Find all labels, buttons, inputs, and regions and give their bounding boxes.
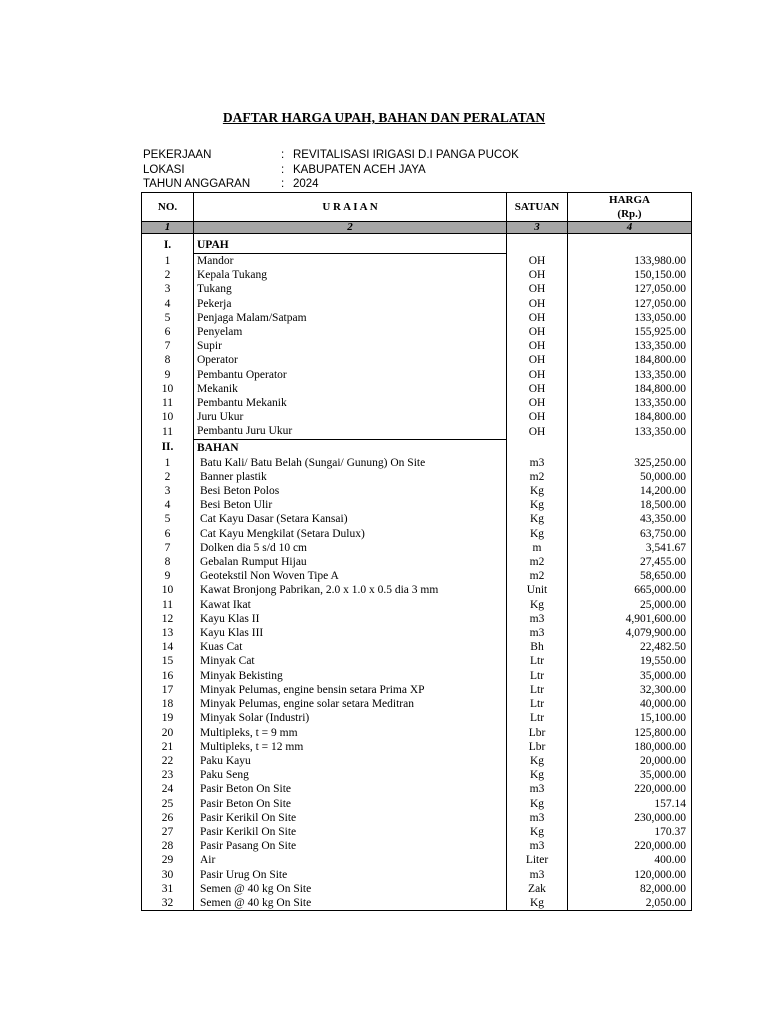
item-description: Tukang bbox=[194, 282, 507, 296]
table-row bbox=[142, 484, 692, 498]
item-unit: OH bbox=[507, 424, 568, 439]
item-number: 3 bbox=[142, 282, 194, 296]
table-row bbox=[142, 583, 692, 597]
item-price: 184,800.00 bbox=[568, 382, 692, 396]
item-unit: Kg bbox=[507, 768, 568, 782]
item-price: 230,000.00 bbox=[568, 811, 692, 825]
item-price: 15,100.00 bbox=[568, 711, 692, 725]
item-price: 25,000.00 bbox=[568, 598, 692, 612]
item-price: 133,350.00 bbox=[568, 424, 692, 439]
item-description: Minyak Pelumas, engine bensin setara Prima XP bbox=[194, 683, 507, 697]
item-unit: Bh bbox=[507, 640, 568, 654]
table-row bbox=[142, 527, 692, 541]
item-price: 325,250.00 bbox=[568, 456, 692, 470]
item-number: 11 bbox=[142, 396, 194, 410]
item-unit: m3 bbox=[507, 868, 568, 882]
item-number: 27 bbox=[142, 825, 194, 839]
meta-separator: : bbox=[281, 149, 285, 161]
meta-separator: : bbox=[281, 178, 285, 190]
item-price: 170.37 bbox=[568, 825, 692, 839]
item-unit: Ltr bbox=[507, 654, 568, 668]
header-no: NO. bbox=[142, 193, 194, 222]
item-price: 40,000.00 bbox=[568, 697, 692, 711]
item-description: Semen @ 40 kg On Site bbox=[194, 882, 507, 896]
table-row bbox=[142, 726, 692, 740]
item-number: 30 bbox=[142, 868, 194, 882]
item-unit: Kg bbox=[507, 896, 568, 911]
table-row bbox=[142, 882, 692, 896]
item-description: Kawat Ikat bbox=[194, 598, 507, 612]
item-number: 11 bbox=[142, 598, 194, 612]
table-row bbox=[142, 569, 692, 583]
item-price: 184,800.00 bbox=[568, 353, 692, 367]
item-price: 4,901,600.00 bbox=[568, 612, 692, 626]
item-description: Pembantu Juru Ukur bbox=[194, 424, 507, 439]
item-price: 120,000.00 bbox=[568, 868, 692, 882]
item-unit: m3 bbox=[507, 782, 568, 796]
item-description: Cat Kayu Dasar (Setara Kansai) bbox=[194, 512, 507, 526]
item-description: Pasir Beton On Site bbox=[194, 782, 507, 796]
item-price: 35,000.00 bbox=[568, 768, 692, 782]
item-unit: OH bbox=[507, 339, 568, 353]
item-description: Minyak Solar (Industri) bbox=[194, 711, 507, 725]
table-row bbox=[142, 470, 692, 484]
item-number: 17 bbox=[142, 683, 194, 697]
item-description: Mandor bbox=[194, 254, 507, 269]
table-row bbox=[142, 740, 692, 754]
item-description: Pasir Urug On Site bbox=[194, 868, 507, 882]
meta-label: LOKASI bbox=[143, 163, 185, 176]
item-price: 22,482.50 bbox=[568, 640, 692, 654]
item-number: 20 bbox=[142, 726, 194, 740]
item-description: Operator bbox=[194, 353, 507, 367]
meta-value: KABUPATEN ACEH JAYA bbox=[293, 163, 426, 176]
table-row bbox=[142, 825, 692, 839]
item-description: Gebalan Rumput Hijau bbox=[194, 555, 507, 569]
item-description: Cat Kayu Mengkilat (Setara Dulux) bbox=[194, 527, 507, 541]
section-name: BAHAN bbox=[194, 439, 507, 456]
item-description: Semen @ 40 kg On Site bbox=[194, 896, 507, 911]
meta-label: PEKERJAAN bbox=[143, 149, 212, 161]
item-unit: OH bbox=[507, 254, 568, 269]
table-row bbox=[142, 669, 692, 683]
item-unit: Kg bbox=[507, 598, 568, 612]
header-uraian: U R A I A N bbox=[194, 193, 507, 222]
item-unit: Kg bbox=[507, 797, 568, 811]
item-price: 2,050.00 bbox=[568, 896, 692, 911]
item-number: 7 bbox=[142, 339, 194, 353]
item-unit: OH bbox=[507, 353, 568, 367]
item-price: 18,500.00 bbox=[568, 498, 692, 512]
item-price: 27,455.00 bbox=[568, 555, 692, 569]
header-harga-unit: (Rp.) bbox=[617, 208, 642, 220]
section-satuan bbox=[507, 237, 568, 254]
item-number: 22 bbox=[142, 754, 194, 768]
item-number: 31 bbox=[142, 882, 194, 896]
column-number: 2 bbox=[194, 222, 507, 234]
item-unit: OH bbox=[507, 268, 568, 282]
item-unit: m3 bbox=[507, 626, 568, 640]
item-price: 3,541.67 bbox=[568, 541, 692, 555]
item-description: Mekanik bbox=[194, 382, 507, 396]
item-number: 23 bbox=[142, 768, 194, 782]
item-unit: Lbr bbox=[507, 740, 568, 754]
column-number: 3 bbox=[507, 222, 568, 234]
item-unit: OH bbox=[507, 311, 568, 325]
item-price: 180,000.00 bbox=[568, 740, 692, 754]
table-row bbox=[142, 368, 692, 382]
table-row bbox=[142, 396, 692, 410]
table-row bbox=[142, 456, 692, 470]
table-row bbox=[142, 782, 692, 796]
item-number: 7 bbox=[142, 541, 194, 555]
item-unit: m2 bbox=[507, 569, 568, 583]
item-description: Kayu Klas III bbox=[194, 626, 507, 640]
meta-row-lokasi bbox=[143, 163, 519, 178]
item-price: 82,000.00 bbox=[568, 882, 692, 896]
item-number: 12 bbox=[142, 612, 194, 626]
item-number: 25 bbox=[142, 797, 194, 811]
item-description: Besi Beton Polos bbox=[194, 484, 507, 498]
item-unit: OH bbox=[507, 368, 568, 382]
table-row bbox=[142, 654, 692, 668]
item-number: 3 bbox=[142, 484, 194, 498]
item-price: 155,925.00 bbox=[568, 325, 692, 339]
table-row bbox=[142, 754, 692, 768]
table-row bbox=[142, 598, 692, 612]
meta-value: REVITALISASI IRIGASI D.I PANGA PUCOK bbox=[293, 149, 519, 161]
table-row bbox=[142, 424, 692, 439]
table-row bbox=[142, 853, 692, 867]
item-number: 6 bbox=[142, 527, 194, 541]
item-unit: Ltr bbox=[507, 711, 568, 725]
item-price: 400.00 bbox=[568, 853, 692, 867]
item-price: 133,350.00 bbox=[568, 368, 692, 382]
item-number: 18 bbox=[142, 697, 194, 711]
item-unit: Ltr bbox=[507, 683, 568, 697]
item-description: Batu Kali/ Batu Belah (Sungai/ Gunung) On Site bbox=[194, 456, 507, 470]
item-price: 19,550.00 bbox=[568, 654, 692, 668]
item-price: 32,300.00 bbox=[568, 683, 692, 697]
section-name: UPAH bbox=[194, 237, 507, 254]
item-price: 127,050.00 bbox=[568, 282, 692, 296]
item-price: 14,200.00 bbox=[568, 484, 692, 498]
item-number: 10 bbox=[142, 382, 194, 396]
item-number: 11 bbox=[142, 424, 194, 439]
table-row bbox=[142, 683, 692, 697]
item-unit: Kg bbox=[507, 825, 568, 839]
item-description: Kayu Klas II bbox=[194, 612, 507, 626]
table-body bbox=[142, 237, 692, 911]
item-description: Penyelam bbox=[194, 325, 507, 339]
item-price: 133,980.00 bbox=[568, 254, 692, 269]
item-price: 150,150.00 bbox=[568, 268, 692, 282]
item-description: Banner plastik bbox=[194, 470, 507, 484]
item-number: 16 bbox=[142, 669, 194, 683]
item-price: 220,000.00 bbox=[568, 782, 692, 796]
item-description: Minyak Bekisting bbox=[194, 669, 507, 683]
item-price: 157.14 bbox=[568, 797, 692, 811]
item-description: Paku Kayu bbox=[194, 754, 507, 768]
item-number: 9 bbox=[142, 569, 194, 583]
table-row bbox=[142, 896, 692, 911]
item-number: 2 bbox=[142, 470, 194, 484]
item-price: 184,800.00 bbox=[568, 410, 692, 424]
item-price: 4,079,900.00 bbox=[568, 626, 692, 640]
item-number: 32 bbox=[142, 896, 194, 911]
item-description: Pembantu Mekanik bbox=[194, 396, 507, 410]
item-description: Multipleks, t = 9 mm bbox=[194, 726, 507, 740]
item-description: Kawat Bronjong Pabrikan, 2.0 x 1.0 x 0.5 dia 3 mm bbox=[194, 583, 507, 597]
item-number: 4 bbox=[142, 498, 194, 512]
table-row bbox=[142, 797, 692, 811]
section-harga bbox=[568, 237, 692, 254]
section-satuan bbox=[507, 439, 568, 456]
item-description: Paku Seng bbox=[194, 768, 507, 782]
table-row bbox=[142, 555, 692, 569]
item-description: Air bbox=[194, 853, 507, 867]
item-unit: m3 bbox=[507, 811, 568, 825]
item-number: 10 bbox=[142, 410, 194, 424]
item-number: 6 bbox=[142, 325, 194, 339]
item-price: 35,000.00 bbox=[568, 669, 692, 683]
table-row bbox=[142, 311, 692, 325]
section-header bbox=[142, 439, 692, 456]
section-number: I. bbox=[142, 237, 194, 254]
item-unit: Unit bbox=[507, 583, 568, 597]
meta-row-tahun bbox=[143, 177, 519, 192]
item-price: 133,350.00 bbox=[568, 339, 692, 353]
item-unit: Kg bbox=[507, 484, 568, 498]
item-unit: m bbox=[507, 541, 568, 555]
table-row bbox=[142, 498, 692, 512]
item-description: Minyak Pelumas, engine solar setara Meditran bbox=[194, 697, 507, 711]
section-header bbox=[142, 237, 692, 254]
table-row bbox=[142, 297, 692, 311]
item-number: 1 bbox=[142, 254, 194, 269]
item-unit: OH bbox=[507, 410, 568, 424]
table-row bbox=[142, 811, 692, 825]
item-unit: OH bbox=[507, 325, 568, 339]
item-number: 1 bbox=[142, 456, 194, 470]
item-unit: Kg bbox=[507, 512, 568, 526]
table-row bbox=[142, 626, 692, 640]
item-description: Penjaga Malam/Satpam bbox=[194, 311, 507, 325]
header-harga-label: HARGA bbox=[609, 194, 650, 206]
table-row bbox=[142, 382, 692, 396]
item-number: 8 bbox=[142, 555, 194, 569]
item-description: Pasir Pasang On Site bbox=[194, 839, 507, 853]
item-unit: OH bbox=[507, 382, 568, 396]
item-unit: m2 bbox=[507, 470, 568, 484]
item-description: Pembantu Operator bbox=[194, 368, 507, 382]
meta-separator: : bbox=[281, 163, 285, 176]
meta-value: 2024 bbox=[293, 178, 319, 190]
column-number-row bbox=[142, 222, 692, 234]
table-row bbox=[142, 254, 692, 269]
item-price: 63,750.00 bbox=[568, 527, 692, 541]
meta-label: TAHUN ANGGARAN bbox=[143, 178, 251, 190]
item-number: 2 bbox=[142, 268, 194, 282]
item-number: 5 bbox=[142, 311, 194, 325]
item-number: 10 bbox=[142, 583, 194, 597]
item-unit: m3 bbox=[507, 612, 568, 626]
price-table bbox=[141, 192, 692, 911]
item-unit: Ltr bbox=[507, 669, 568, 683]
table-row bbox=[142, 868, 692, 882]
item-number: 5 bbox=[142, 512, 194, 526]
item-unit: OH bbox=[507, 282, 568, 296]
table-row bbox=[142, 541, 692, 555]
header-satuan: SATUAN bbox=[507, 193, 568, 222]
item-description: Pasir Beton On Site bbox=[194, 797, 507, 811]
header-harga bbox=[568, 193, 692, 222]
item-description: Juru Ukur bbox=[194, 410, 507, 424]
item-number: 14 bbox=[142, 640, 194, 654]
item-description: Kuas Cat bbox=[194, 640, 507, 654]
item-unit: Lbr bbox=[507, 726, 568, 740]
item-description: Minyak Cat bbox=[194, 654, 507, 668]
item-description: Kepala Tukang bbox=[194, 268, 507, 282]
table-row bbox=[142, 353, 692, 367]
item-unit: Liter bbox=[507, 853, 568, 867]
table-row bbox=[142, 512, 692, 526]
section-harga bbox=[568, 439, 692, 456]
item-number: 29 bbox=[142, 853, 194, 867]
item-price: 127,050.00 bbox=[568, 297, 692, 311]
table-header bbox=[142, 193, 692, 222]
table-row bbox=[142, 410, 692, 424]
item-price: 220,000.00 bbox=[568, 839, 692, 853]
item-unit: Kg bbox=[507, 498, 568, 512]
table-row bbox=[142, 697, 692, 711]
table-row bbox=[142, 839, 692, 853]
item-description: Pekerja bbox=[194, 297, 507, 311]
table-row bbox=[142, 339, 692, 353]
document-title: DAFTAR HARGA UPAH, BAHAN DAN PERALATAN bbox=[222, 110, 546, 125]
item-description: Multipleks, t = 12 mm bbox=[194, 740, 507, 754]
item-number: 4 bbox=[142, 297, 194, 311]
item-price: 665,000.00 bbox=[568, 583, 692, 597]
item-number: 15 bbox=[142, 654, 194, 668]
item-description: Dolken dia 5 s/d 10 cm bbox=[194, 541, 507, 555]
item-price: 20,000.00 bbox=[568, 754, 692, 768]
item-description: Pasir Kerikil On Site bbox=[194, 811, 507, 825]
item-unit: Kg bbox=[507, 527, 568, 541]
item-unit: Ltr bbox=[507, 697, 568, 711]
item-price: 125,800.00 bbox=[568, 726, 692, 740]
item-description: Supir bbox=[194, 339, 507, 353]
item-number: 26 bbox=[142, 811, 194, 825]
item-description: Pasir Kerikil On Site bbox=[194, 825, 507, 839]
item-price: 133,350.00 bbox=[568, 396, 692, 410]
item-unit: m3 bbox=[507, 456, 568, 470]
item-price: 58,650.00 bbox=[568, 569, 692, 583]
item-description: Geotekstil Non Woven Tipe A bbox=[194, 569, 507, 583]
table-row bbox=[142, 640, 692, 654]
item-number: 19 bbox=[142, 711, 194, 725]
table-row bbox=[142, 612, 692, 626]
item-unit: m3 bbox=[507, 839, 568, 853]
table-row bbox=[142, 282, 692, 296]
item-number: 21 bbox=[142, 740, 194, 754]
item-price: 50,000.00 bbox=[568, 470, 692, 484]
project-info bbox=[143, 148, 519, 192]
table-row bbox=[142, 325, 692, 339]
item-unit: Kg bbox=[507, 754, 568, 768]
item-number: 28 bbox=[142, 839, 194, 853]
item-number: 13 bbox=[142, 626, 194, 640]
item-number: 8 bbox=[142, 353, 194, 367]
item-number: 24 bbox=[142, 782, 194, 796]
meta-row-pekerjaan bbox=[143, 148, 519, 163]
item-number: 9 bbox=[142, 368, 194, 382]
item-description: Besi Beton Ulir bbox=[194, 498, 507, 512]
column-number: 4 bbox=[568, 222, 692, 234]
table-row bbox=[142, 768, 692, 782]
table-row bbox=[142, 268, 692, 282]
column-number: 1 bbox=[142, 222, 194, 234]
item-price: 43,350.00 bbox=[568, 512, 692, 526]
item-unit: OH bbox=[507, 396, 568, 410]
item-unit: Zak bbox=[507, 882, 568, 896]
table-row bbox=[142, 711, 692, 725]
section-number: II. bbox=[142, 439, 194, 456]
item-unit: OH bbox=[507, 297, 568, 311]
item-price: 133,050.00 bbox=[568, 311, 692, 325]
item-unit: m2 bbox=[507, 555, 568, 569]
